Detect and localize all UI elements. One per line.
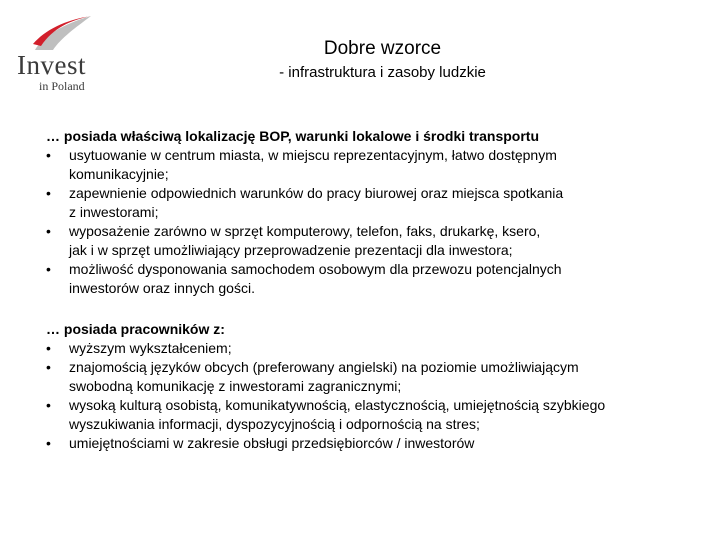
- list-item: [46, 184, 706, 222]
- item-line: znajomością języków obcych (preferowany angielski) na poziomie umożliwiającym: [69, 359, 579, 375]
- section-heading: … posiada właściwą lokalizację BOP, warunki lokalowe i środki transportu: [46, 128, 540, 144]
- bullet-list: [46, 146, 706, 298]
- list-item: [46, 260, 706, 298]
- item-line: wyposażenie zarówno w sprzęt komputerowy, telefon, faks, drukarkę, ksero,: [69, 223, 541, 239]
- item-line: możliwość dysponowania samochodem osobowym dla przewozu potencjalnych: [69, 261, 562, 277]
- slide-subtitle: - infrastruktura i zasoby ludzkie: [279, 64, 486, 81]
- bullet-icon: •: [46, 147, 51, 163]
- bullet-list: [46, 339, 706, 453]
- logo-subtitle: in Poland: [39, 79, 85, 93]
- item-line: jak i w sprzęt umożliwiający przeprowadzenie prezentacji dla inwestora;: [69, 242, 513, 258]
- list-item: [46, 396, 706, 434]
- section-location: [46, 127, 706, 298]
- bullet-icon: •: [46, 359, 51, 375]
- list-item: [46, 146, 706, 184]
- list-item: [46, 434, 706, 453]
- list-item: [46, 358, 706, 396]
- bullet-icon: •: [46, 397, 51, 413]
- item-line: wysoką kulturą osobistą, komunikatywnością, elastycznością, umiejętnością szybkiego: [69, 397, 606, 413]
- bullet-icon: •: [46, 261, 51, 277]
- item-line: wyższym wykształceniem;: [69, 340, 232, 356]
- item-line: swobodną komunikację z inwestorami zagranicznymi;: [69, 378, 402, 394]
- section-staff: [46, 320, 706, 453]
- slide-content: [46, 127, 706, 453]
- bullet-icon: •: [46, 435, 51, 451]
- bullet-icon: •: [46, 223, 51, 239]
- slide-title: Dobre wzorce: [323, 38, 442, 59]
- item-line: zapewnienie odpowiednich warunków do pracy biurowej oraz miejsca spotkania: [69, 185, 564, 201]
- bullet-icon: •: [46, 185, 51, 201]
- item-line: usytuowanie w centrum miasta, w miejscu reprezentacyjnym, łatwo dostępnym: [69, 147, 557, 163]
- bullet-icon: •: [46, 340, 51, 356]
- item-line: umiejętnościami w zakresie obsługi przedsiębiorców / inwestorów: [69, 435, 475, 451]
- item-line: wyszukiwania informacji, dyspozycyjnością i odpornością na stres;: [69, 416, 480, 432]
- item-line: z inwestorami;: [69, 204, 159, 220]
- item-line: inwestorów oraz innych gości.: [69, 280, 255, 296]
- item-line: komunikacyjnie;: [69, 166, 169, 182]
- section-heading: … posiada pracowników z:: [46, 321, 225, 337]
- logo-word: Invest: [17, 50, 86, 80]
- list-item: [46, 339, 706, 358]
- list-item: [46, 222, 706, 260]
